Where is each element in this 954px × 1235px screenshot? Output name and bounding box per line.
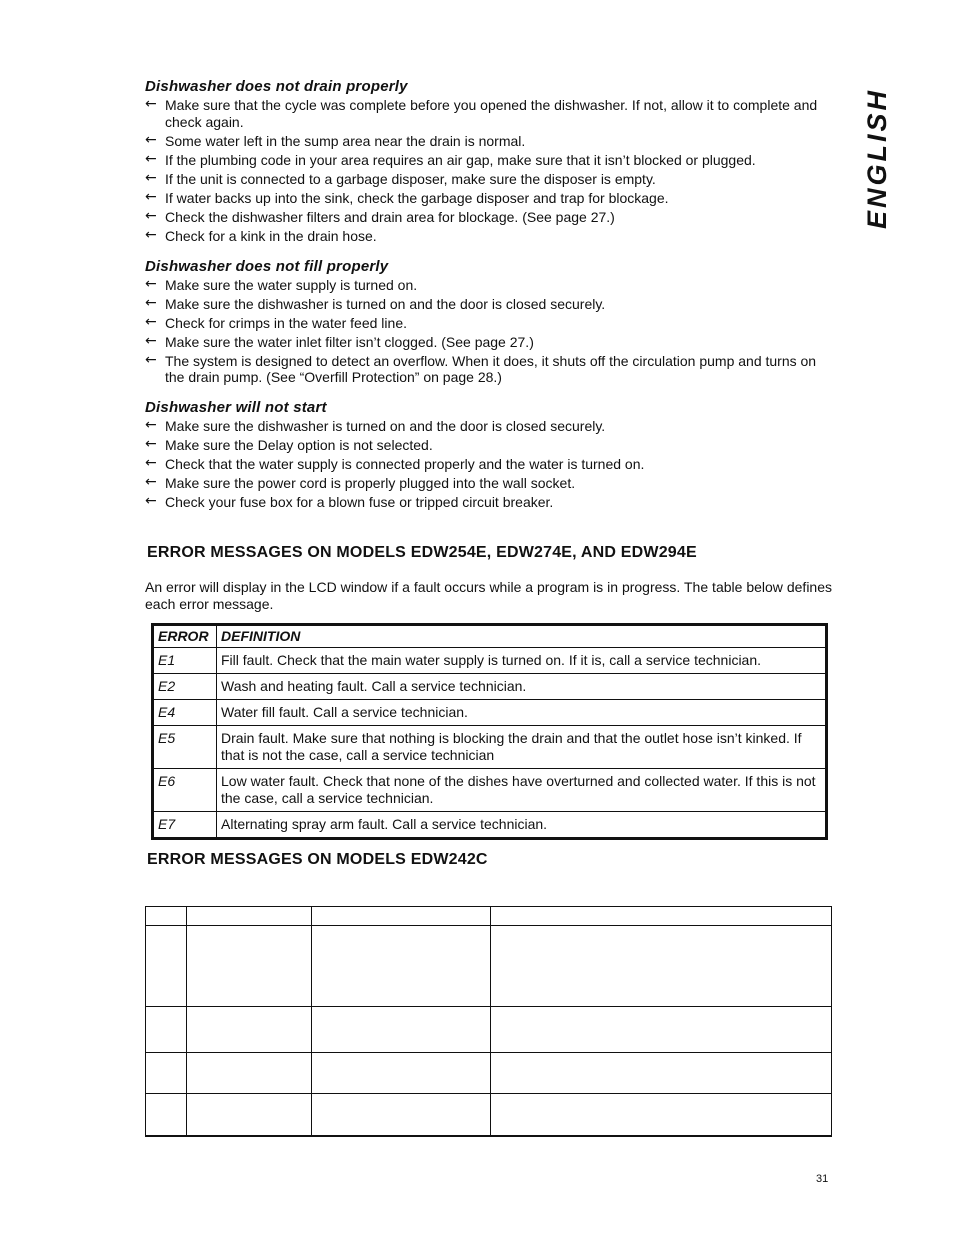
list-item (145, 228, 832, 245)
error-definition: Wash and heating fault. Call a service technician. (217, 673, 827, 699)
troubleshooting-section (145, 258, 832, 386)
checklist (145, 418, 832, 511)
list-item-text: If the plumbing code in your area requires an air gap, make sure that it isn’t blocked or plugged. (165, 151, 756, 168)
list-item-text: Make sure the Delay option is not selected. (165, 437, 433, 454)
left-arrow-icon: ← (145, 131, 157, 148)
column-header-definition: DEFINITION (217, 624, 827, 647)
list-item-text: Make sure the water inlet filter isn’t clogged. (See page 27.) (165, 333, 534, 350)
error-heading-1: ERROR MESSAGES ON MODELS EDW254E, EDW274E, AND EDW294E (147, 543, 697, 561)
table-header-row (153, 624, 827, 647)
section-title: Dishwasher will not start (145, 398, 327, 416)
error-code: E7 (153, 811, 217, 838)
table-row (153, 811, 827, 838)
list-item-text: If the unit is connected to a garbage disposer, make sure the disposer is empty. (165, 170, 656, 187)
left-arrow-icon: ← (145, 436, 157, 453)
section-title: Dishwasher does not drain properly (145, 78, 408, 95)
error-heading-2: ERROR MESSAGES ON MODELS EDW242C (147, 850, 488, 868)
blank-error-table (145, 906, 832, 1138)
left-arrow-icon: ← (145, 150, 157, 167)
list-item (145, 456, 832, 473)
list-item-text: Check for a kink in the drain hose. (165, 228, 377, 245)
table-row (146, 925, 832, 1006)
list-item-text: Check that the water supply is connected properly and the water is turned on. (165, 456, 645, 473)
error-code: E4 (153, 699, 217, 725)
table-row (146, 1093, 832, 1136)
list-item (145, 277, 832, 294)
list-item-text: Some water left in the sump area near the drain is normal. (165, 132, 526, 149)
table-row (153, 647, 827, 673)
list-item (145, 190, 832, 207)
error-code: E6 (153, 768, 217, 811)
list-item (145, 475, 832, 492)
page-content (145, 78, 832, 1137)
troubleshooting-section (145, 399, 832, 511)
list-item (145, 209, 832, 226)
list-item-text: Make sure the power cord is properly plugged into the wall socket. (165, 475, 576, 492)
list-item (145, 97, 832, 130)
left-arrow-icon: ← (145, 332, 157, 349)
table-row (153, 768, 827, 811)
left-arrow-icon: ← (145, 188, 157, 205)
error-definition: Water fill fault. Call a service technician. (217, 699, 827, 725)
left-arrow-icon: ← (145, 294, 157, 311)
list-item (145, 353, 832, 386)
list-item-text: Make sure the dishwasher is turned on and the door is closed securely. (165, 295, 606, 312)
error-definition: Drain fault. Make sure that nothing is blocking the drain and that the outlet hose isn’t kinked. If that is not the case, call a service technician (217, 725, 827, 768)
table-row (153, 725, 827, 768)
error-definition: Fill fault. Check that the main water supply is turned on. If it is, call a service technician. (217, 647, 827, 673)
list-item-text: The system is designed to detect an overflow. When it does, it shuts off the circulation pump and turns on the drain pump. (See “Overfill Protection” on page 28.) (165, 352, 817, 386)
left-arrow-icon: ← (145, 351, 157, 368)
list-item-text: Make sure the dishwasher is turned on and the door is closed securely. (165, 417, 606, 434)
list-item (145, 171, 832, 188)
left-arrow-icon: ← (145, 275, 157, 292)
left-arrow-icon: ← (145, 455, 157, 472)
left-arrow-icon: ← (145, 493, 157, 510)
error-code: E5 (153, 725, 217, 768)
list-item (145, 296, 832, 313)
list-item (145, 133, 832, 150)
list-item (145, 152, 832, 169)
column-header-error: ERROR (153, 624, 217, 647)
table-row (153, 699, 827, 725)
list-item-text: Check your fuse box for a blown fuse or tripped circuit breaker. (165, 494, 554, 511)
left-arrow-icon: ← (145, 474, 157, 491)
left-arrow-icon: ← (145, 227, 157, 244)
error-table (151, 623, 828, 840)
list-item-text: Make sure the water supply is turned on. (165, 276, 418, 293)
list-item-text: Make sure that the cycle was complete before you opened the dishwasher. If not, allow it to complete and check again. (165, 97, 818, 130)
checklist (145, 277, 832, 386)
table-row (153, 673, 827, 699)
section-title: Dishwasher does not fill properly (145, 257, 389, 275)
page-number: 31 (816, 1173, 829, 1185)
left-arrow-icon: ← (145, 416, 157, 433)
left-arrow-icon: ← (145, 313, 157, 330)
list-item-text: If water backs up into the sink, check the garbage disposer and trap for blockage. (165, 189, 669, 206)
troubleshooting-sections (145, 78, 832, 511)
error-definition: Low water fault. Check that none of the dishes have overturned and collected water. If this is not the case, call a service technician. (217, 768, 827, 811)
table-row (146, 1006, 832, 1052)
list-item (145, 494, 832, 511)
list-item (145, 437, 832, 454)
left-arrow-icon: ← (145, 169, 157, 186)
error-definition: Alternating spray arm fault. Call a service technician. (217, 811, 827, 838)
left-arrow-icon: ← (145, 207, 157, 224)
error-intro: An error will display in the LCD window if a fault occurs while a program is in progress. The table below defines each error message. (145, 578, 832, 612)
table-row (146, 906, 832, 925)
side-language-text: ENGLISH (862, 87, 892, 229)
side-language-label (860, 80, 896, 230)
list-item (145, 334, 832, 351)
left-arrow-icon: ← (145, 96, 157, 112)
list-item-text: Check for crimps in the water feed line. (165, 314, 407, 331)
list-item (145, 315, 832, 332)
error-code: E2 (153, 673, 217, 699)
list-item-text: Check the dishwasher filters and drain area for blockage. (See page 27.) (165, 208, 615, 225)
list-item (145, 418, 832, 435)
error-code: E1 (153, 647, 217, 673)
checklist (145, 97, 832, 245)
table-row (146, 1052, 832, 1093)
troubleshooting-section (145, 78, 832, 245)
